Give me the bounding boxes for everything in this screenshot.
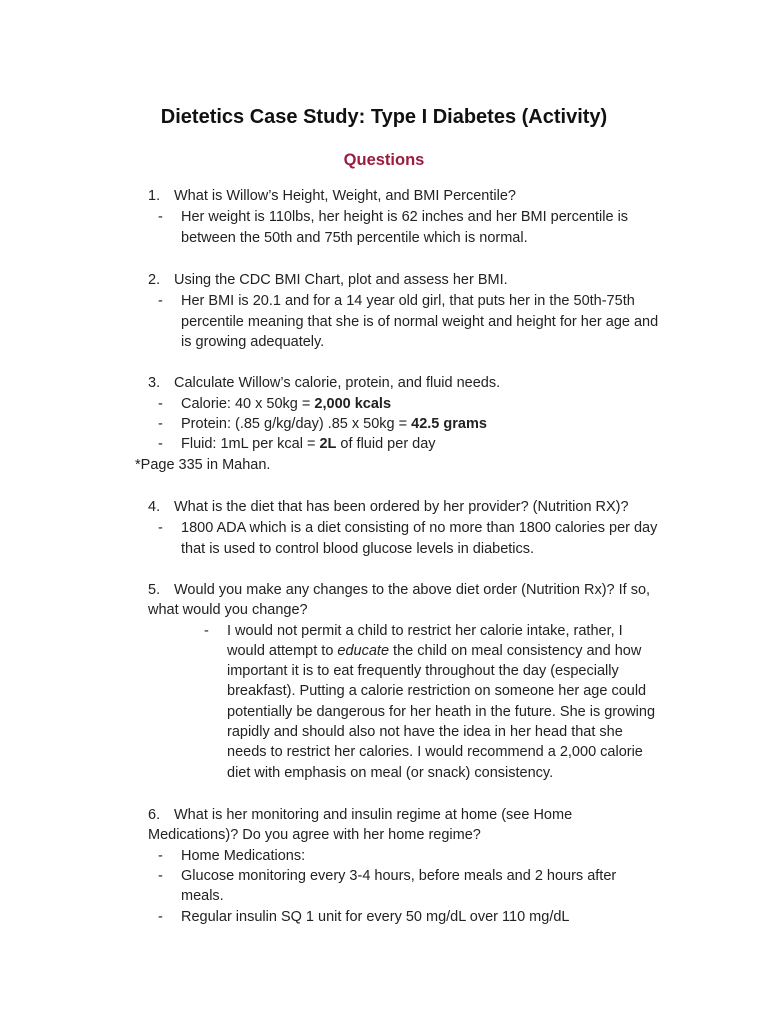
q4-text: What is the diet that has been ordered by her provider? (Nutrition RX)? — [174, 499, 629, 515]
q4-answer-line: that is used to control blood glucose levels in diabetics. — [181, 541, 535, 557]
q3-fluid-line — [181, 434, 436, 454]
q5-answer-text: the child on meal consistency and how — [389, 643, 642, 659]
q6-answer-line: Regular insulin SQ 1 unit for every 50 mg/dL over 110 mg/dL — [181, 909, 570, 925]
q3-fluid-value: 2L — [319, 436, 337, 452]
q3-protein-label: Protein: (.85 g/kg/day) .85 x 50kg = — [181, 416, 412, 432]
q1-answer-line: between the 50th and 75th percentile which is normal. — [181, 230, 528, 246]
q5-answer-text: would attempt to — [227, 643, 338, 659]
q2-answer-line: Her BMI is 20.1 and for a 14 year old girl, that puts her in the 50th-75th — [181, 293, 635, 309]
q1-answer-line: Her weight is 110lbs, her height is 62 inches and her BMI percentile is — [181, 209, 629, 225]
q6-text-line: What is her monitoring and insulin regime at home (see Home — [174, 807, 573, 823]
q1-text: What is Willow’s Height, Weight, and BMI Percentile? — [174, 188, 516, 204]
q5-answer-line: needs to restrict her calories. I would recommend a 2,000 calorie — [227, 744, 643, 760]
bullet-dash: - — [158, 868, 163, 884]
q5-answer-line: breakfast). Putting a calorie restriction on someone her age could — [227, 683, 647, 699]
q3-calorie-line — [181, 394, 391, 414]
q5-text-line: Would you make any changes to the above diet order (Nutrition Rx)? If so, — [174, 582, 651, 598]
bullet-dash: - — [158, 396, 163, 412]
bullet-dash: - — [158, 909, 163, 925]
q3-calorie-label: Calorie: 40 x 50kg = — [181, 396, 315, 412]
q5-number: 5. — [148, 582, 161, 598]
q4-number: 4. — [148, 499, 161, 515]
bullet-dash: - — [158, 436, 163, 452]
q3-number: 3. — [148, 375, 161, 391]
q2-answer-line: is growing adequately. — [181, 334, 325, 350]
q3-reference-note: *Page 335 in Mahan. — [135, 457, 271, 473]
q2-number: 2. — [148, 272, 161, 288]
q6-answer-line: Glucose monitoring every 3-4 hours, before meals and 2 hours after — [181, 868, 617, 884]
q3-fluid-suffix: of fluid per day — [336, 436, 436, 452]
q3-fluid-label: Fluid: 1mL per kcal = — [181, 436, 320, 452]
section-heading-questions: Questions — [343, 151, 425, 169]
q5-answer-line — [227, 641, 641, 661]
q3-calorie-value: 2,000 kcals — [314, 396, 392, 412]
q5-text-line: what would you change? — [148, 602, 308, 618]
bullet-dash: - — [158, 848, 163, 864]
bullet-dash: - — [158, 209, 163, 225]
bullet-dash: - — [158, 520, 163, 536]
q5-answer-emphasis: educate — [337, 643, 390, 659]
q5-answer-line: important it is to eat frequently throughout the day (especially — [227, 663, 619, 679]
q2-answer-line: percentile meaning that she is of normal weight and height for her age and — [181, 314, 659, 330]
page-title: Dietetics Case Study: Type I Diabetes (Activity) — [160, 106, 608, 128]
q6-number: 6. — [148, 807, 161, 823]
q5-answer-line: diet with emphasis on meal (or snack) consistency. — [227, 765, 554, 781]
q2-text: Using the CDC BMI Chart, plot and assess her BMI. — [174, 272, 508, 288]
q5-answer-line: I would not permit a child to restrict her calorie intake, rather, I — [227, 623, 623, 639]
q6-answer-line: Home Medications: — [181, 848, 306, 864]
bullet-dash: - — [158, 416, 163, 432]
q4-answer-line: 1800 ADA which is a diet consisting of no more than 1800 calories per day — [181, 520, 658, 536]
q3-protein-line — [181, 414, 487, 434]
q3-text: Calculate Willow’s calorie, protein, and fluid needs. — [174, 375, 501, 391]
q1-number: 1. — [148, 188, 161, 204]
q5-answer-line: rapidly and should also not have the idea in her head that she — [227, 724, 623, 740]
bullet-dash: - — [204, 623, 209, 639]
bullet-dash: - — [158, 293, 163, 309]
q5-answer-line: potentially be dangerous for her heath in the future. She is growing — [227, 704, 656, 720]
q6-answer-line: meals. — [181, 888, 224, 904]
q3-protein-value: 42.5 grams — [411, 416, 487, 432]
q6-text-line: Medications)? Do you agree with her home regime? — [148, 827, 481, 843]
